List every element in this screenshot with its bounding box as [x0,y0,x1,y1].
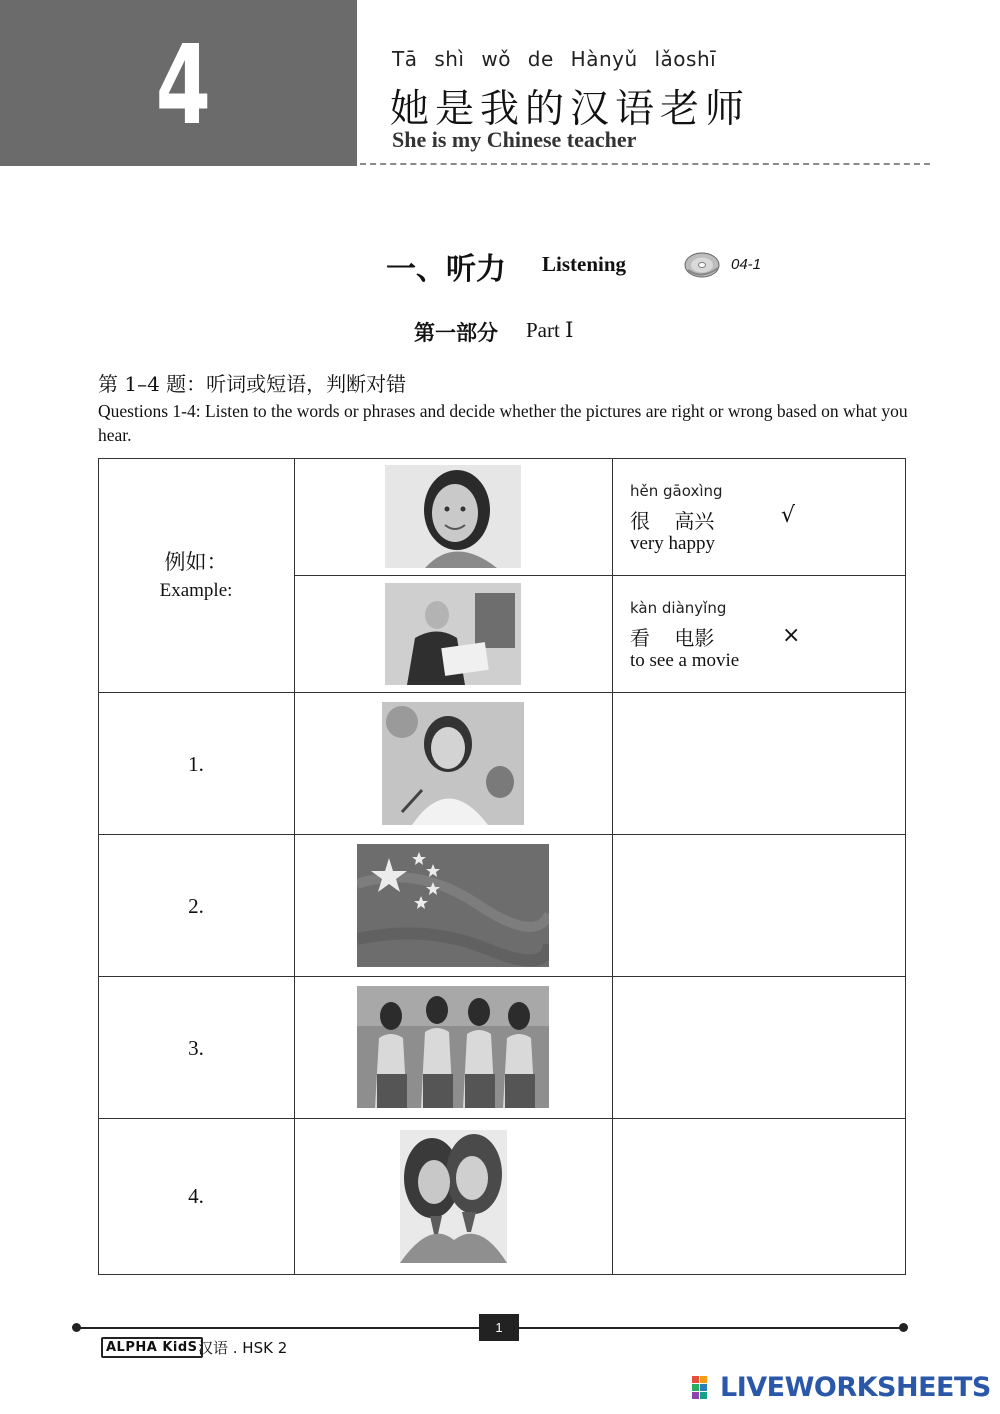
chinese-flag-photo [357,844,549,967]
table-border-top [98,458,906,459]
example-2-pinyin: kàn diànyǐng [630,599,727,617]
instructions-chinese: 第 1–4 题：听词或短语，判断对错 [98,372,407,396]
lesson-number: 4 [155,21,212,149]
example-1-hanzi: 很 高兴 [630,509,715,533]
smiling-girl-photo [385,465,521,568]
title-pinyin: Tā shì wǒ de Hànyǔ lǎoshī [392,47,717,71]
lesson-number-box [0,0,357,166]
two-women-wine-photo [400,1130,507,1263]
four-girls-photo [357,986,549,1108]
title-english: She is my Chinese teacher [392,127,637,152]
example-1-check-mark: √ [781,503,796,528]
table-border-right [905,458,906,1275]
column-divider-1 [294,458,295,1275]
student-writing-photo [382,702,524,825]
liveworksheets-watermark[interactable] [692,1372,991,1403]
question-2-answer-cell[interactable] [613,835,905,976]
question-4-label: 4. [188,1184,204,1208]
question-4-answer-cell[interactable] [613,1119,905,1274]
table-border-bottom [98,1274,906,1275]
example-label-english: Example: [159,580,233,601]
page-number: 1 [479,1314,519,1341]
liveworksheets-text: LIVEWORKSHEETS [720,1372,991,1403]
title-chinese: 她是我的汉语老师 [390,87,751,132]
header-divider [360,163,930,165]
example-2-cross-mark: × [782,623,801,648]
brand-logo: ALPHA KidS [101,1337,203,1358]
liveworksheets-logo-icon [692,1376,716,1400]
example-2-hanzi: 看 电影 [630,626,715,650]
example-1-meaning: very happy [630,533,715,554]
audio-track-number: 04-1 [731,256,762,273]
example-1-pinyin: hěn gāoxìng [630,482,723,500]
question-2-label: 2. [188,894,204,918]
book-title: 汉语 . HSK 2 [198,1339,288,1357]
question-1-answer-cell[interactable] [613,693,905,834]
section-title-chinese: 一、听力 [386,252,506,287]
instructions-english: Questions 1-4: Listen to the words or phrases and decide whether the pictures are right or wrong based on what you hear. [98,401,908,445]
cd-icon[interactable] [684,252,720,278]
example-row-divider [294,575,906,576]
footer-dot-right [899,1323,908,1332]
part-label-chinese: 第一部分 [414,321,498,345]
part-label-english: Part Ⅰ [526,318,574,342]
question-1-label: 1. [188,752,204,776]
question-3-answer-cell[interactable] [613,977,905,1118]
businessman-reading-photo [385,583,521,685]
section-title-english: Listening [542,252,627,276]
footer-dot-left [72,1323,81,1332]
example-label-chinese: 例如： [164,550,228,574]
question-3-label: 3. [188,1036,204,1060]
example-2-meaning: to see a movie [630,650,740,671]
